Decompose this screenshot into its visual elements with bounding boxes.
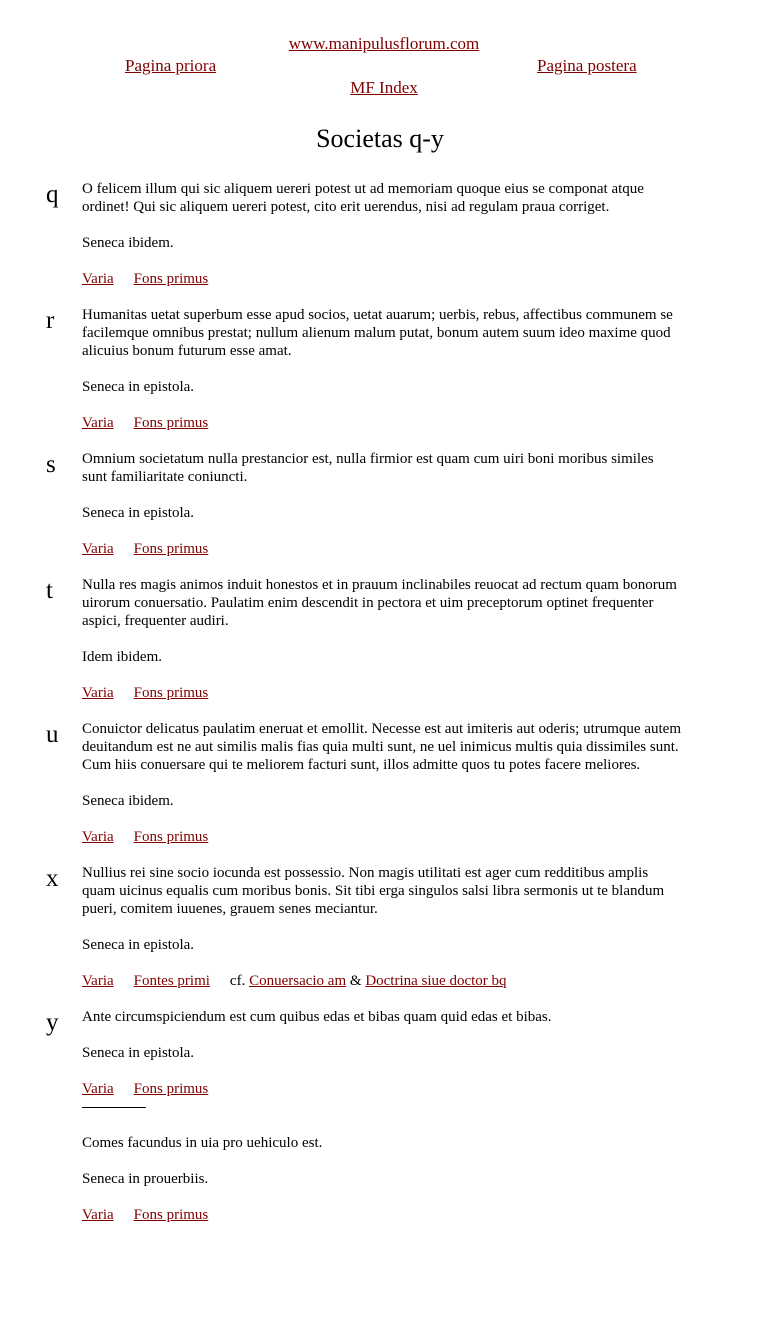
entry-u bbox=[0, 720, 682, 846]
next-page-link[interactable]: Pagina postera bbox=[537, 56, 637, 75]
entry-quote: Nullius rei sine socio iocunda est possessio. Non magis utilitati est ager cum redditibus amplis quam uicinus equalis cum moribus bonis. Sit tibi erga singulos salsi libra sermonis ut te blandum pueri, comitem iuuenes, grauem senes meciantur. bbox=[82, 865, 665, 917]
entry-source: Seneca in epistola. bbox=[82, 379, 195, 395]
entry-x bbox=[0, 864, 682, 990]
entry-s bbox=[0, 450, 682, 558]
entry-links bbox=[82, 972, 682, 990]
entry-source: Seneca in epistola. bbox=[82, 505, 195, 521]
varia-link[interactable]: Varia bbox=[82, 685, 114, 701]
fons-primus-link[interactable]: Fons primus bbox=[133, 541, 209, 557]
entry-letter: y bbox=[46, 1009, 59, 1036]
top-navigation bbox=[0, 34, 768, 104]
entry-source: Seneca ibidem. bbox=[82, 793, 174, 809]
fons-primus-link[interactable]: Fons primus bbox=[133, 1207, 209, 1223]
varia-link[interactable]: Varia bbox=[82, 829, 114, 845]
site-home-link[interactable]: www.manipulusflorum.com bbox=[288, 34, 480, 53]
varia-link[interactable]: Varia bbox=[82, 973, 114, 989]
fons-primus-link[interactable]: Fons primus bbox=[133, 1081, 209, 1097]
entry-letter: r bbox=[46, 307, 55, 334]
varia-link[interactable]: Varia bbox=[82, 541, 114, 557]
entry-y bbox=[0, 1008, 682, 1224]
entry-links bbox=[82, 414, 682, 432]
entry-links-secondary bbox=[82, 1206, 682, 1224]
ampersand: & bbox=[349, 973, 362, 989]
entry-r bbox=[0, 306, 682, 432]
entry-quote: Omnium societatum nulla prestancior est, nulla firmior est quam cum uiri boni moribus similes sunt familiaritate coniuncti. bbox=[82, 451, 654, 485]
entry-source-secondary: Seneca in prouerbiis. bbox=[82, 1171, 209, 1187]
entry-quote: O felicem illum qui sic aliquem uereri potest ut ad memoriam quoque eius se componat atque ordinet! Qui sic aliquem uereri potest, cito erit uerendus, nisi ad regulam praua corriget. bbox=[82, 181, 644, 215]
fons-primus-link[interactable]: Fons primus bbox=[133, 271, 209, 287]
entry-links bbox=[82, 540, 682, 558]
entry-links bbox=[82, 270, 682, 288]
fons-primus-link[interactable]: Fons primus bbox=[133, 415, 209, 431]
fontes-primi-link[interactable]: Fontes primi bbox=[133, 973, 210, 989]
entry-quote: Nulla res magis animos induit honestos et in prauum inclinabiles reuocat ad rectum quam bonorum uirorum conuersatio. Paulatim enim descendit in pectora et uim preceptorum optinet frequenter aspici, frequenter audiri. bbox=[82, 577, 677, 629]
entry-source: Seneca in epistola. bbox=[82, 1045, 195, 1061]
entry-quote: Ante circumspiciendum est cum quibus edas et bibas quam quid edas et bibas. bbox=[82, 1009, 552, 1025]
varia-link[interactable]: Varia bbox=[82, 1081, 114, 1097]
section-divider bbox=[82, 1107, 146, 1108]
varia-link[interactable]: Varia bbox=[82, 1207, 114, 1223]
varia-link[interactable]: Varia bbox=[82, 415, 114, 431]
doctrina-link[interactable]: Doctrina siue doctor bq bbox=[365, 973, 507, 989]
entry-letter: x bbox=[46, 865, 59, 892]
entry-source: Idem ibidem. bbox=[82, 649, 162, 665]
entry-quote: Humanitas uetat superbum esse apud socios, uetat auarum; uerbis, rebus, affectibus communem se facilemque omnibus prestat; nullum alienum malum putat, bonum autem suum ideo maxime quod alicuius bonum futurum esse amat. bbox=[82, 307, 673, 359]
previous-page-link[interactable]: Pagina priora bbox=[125, 56, 217, 75]
entry-quote-secondary: Comes facundus in uia pro uehiculo est. bbox=[82, 1135, 323, 1151]
entry-letter: s bbox=[46, 451, 56, 478]
entry-source: Seneca in epistola. bbox=[82, 937, 195, 953]
entry-source: Seneca ibidem. bbox=[82, 235, 174, 251]
entry-t bbox=[0, 576, 682, 702]
conuersacio-link[interactable]: Conuersacio am bbox=[249, 973, 347, 989]
entries-list bbox=[0, 180, 768, 1242]
cf-label: cf. bbox=[229, 973, 246, 989]
entry-q bbox=[0, 180, 682, 288]
mf-index-link[interactable]: MF Index bbox=[350, 78, 418, 97]
entry-links bbox=[82, 828, 682, 846]
entry-letter: q bbox=[46, 181, 59, 208]
fons-primus-link[interactable]: Fons primus bbox=[133, 829, 209, 845]
entry-letter: t bbox=[46, 577, 53, 604]
entry-links bbox=[82, 1080, 682, 1098]
entry-links bbox=[82, 684, 682, 702]
page-title: Societas q-y bbox=[316, 124, 444, 153]
varia-link[interactable]: Varia bbox=[82, 271, 114, 287]
entry-letter: u bbox=[46, 721, 59, 748]
entry-quote: Conuictor delicatus paulatim eneruat et emollit. Necesse est aut imiteris aut oderis; utrumque autem deuitandum est ne aut similis malis fias quia multi sunt, ne uel inimicus multis quia dissimiles sunt. Cum hiis conuersare qui te meliorem facturi sunt, illos admitte quos tu potes facere meliores. bbox=[82, 721, 681, 773]
fons-primus-link[interactable]: Fons primus bbox=[133, 685, 209, 701]
